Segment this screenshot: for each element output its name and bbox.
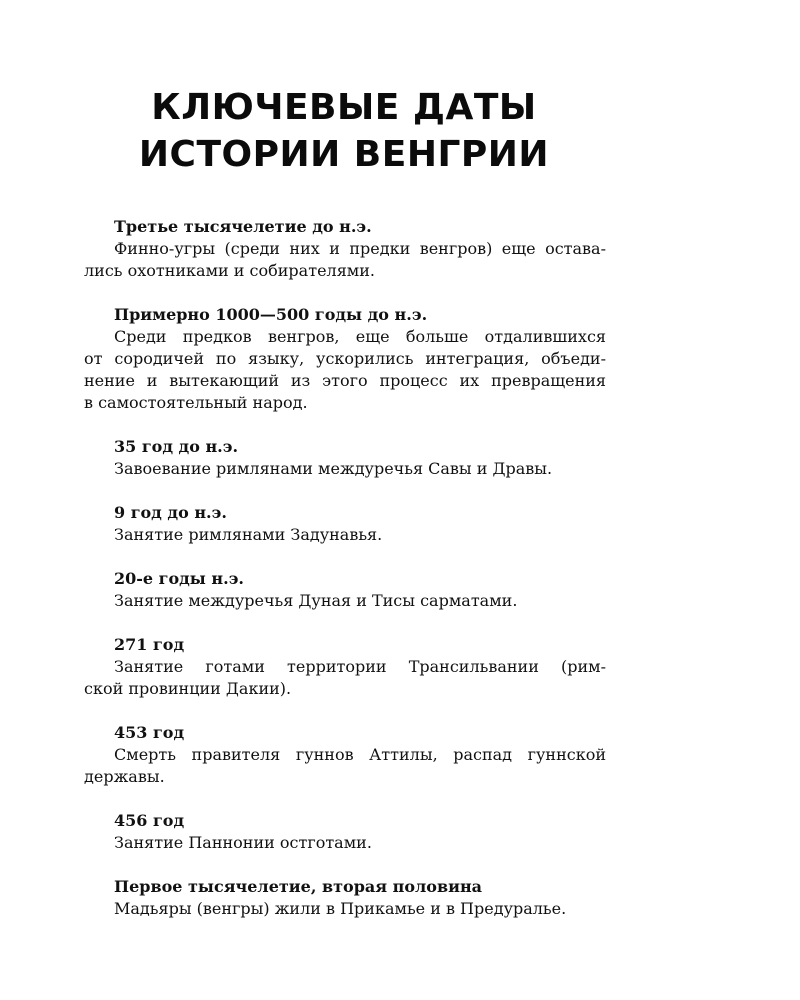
page-title-line-2: ИСТОРИИ ВЕНГРИИ bbox=[138, 134, 550, 175]
chronology-entry bbox=[84, 436, 606, 480]
chronology-entry bbox=[84, 568, 606, 612]
entry-text-line: Среди предков венгров, еще больше отдалившихся bbox=[114, 327, 606, 346]
entry-date: 35 год до н.э. bbox=[114, 437, 239, 456]
entry-date: 20-е годы н.э. bbox=[114, 569, 244, 588]
page-title bbox=[0, 84, 688, 178]
entry-date: Примерно 1000—500 годы до н.э. bbox=[114, 305, 428, 324]
entry-text-line: Финно-угры (среди них и предки венгров) еще остава- bbox=[114, 239, 606, 258]
entry-text-line: Смерть правителя гуннов Аттилы, распад гуннской bbox=[114, 745, 606, 764]
chronology-entry bbox=[84, 634, 606, 700]
entry-text-line: в самостоятельный народ. bbox=[84, 393, 308, 412]
chronology-list bbox=[84, 216, 606, 942]
entry-date: Первое тысячелетие, вторая половина bbox=[114, 877, 483, 896]
entry-text-line: державы. bbox=[84, 767, 165, 786]
entry-text-line: Занятие Паннонии остготами. bbox=[114, 833, 372, 852]
chronology-entry bbox=[84, 722, 606, 788]
chronology-entry bbox=[84, 810, 606, 854]
entry-text-line: Завоевание римлянами междуречья Савы и Дравы. bbox=[114, 459, 553, 478]
entry-date: Третье тысячелетие до н.э. bbox=[114, 217, 372, 236]
entry-text-line: ской провинции Дакии). bbox=[84, 679, 292, 698]
entry-text-line: Мадьяры (венгры) жили в Прикамье и в Предуралье. bbox=[114, 899, 567, 918]
entry-date: 456 год bbox=[114, 811, 185, 830]
entry-text-line: нение и вытекающий из этого процесс их превращения bbox=[84, 371, 606, 390]
chronology-entry bbox=[84, 876, 606, 920]
entry-text-line: лись охотниками и собирателями. bbox=[84, 261, 375, 280]
entry-date: 453 год bbox=[114, 723, 185, 742]
entry-text-line: Занятие римлянами Задунавья. bbox=[114, 525, 383, 544]
entry-text-line: Занятие междуречья Дуная и Тисы сарматами. bbox=[114, 591, 518, 610]
chronology-entry bbox=[84, 304, 606, 414]
entry-date: 271 год bbox=[114, 635, 185, 654]
chronology-entry bbox=[84, 216, 606, 282]
entry-date: 9 год до н.э. bbox=[114, 503, 227, 522]
entry-text-line: от сородичей по языку, ускорились интеграция, объеди- bbox=[84, 349, 606, 368]
page-title-line-1: КЛЮЧЕВЫЕ ДАТЫ bbox=[151, 87, 537, 128]
chronology-entry bbox=[84, 502, 606, 546]
entry-text-line: Занятие готами территории Трансильвании (рим- bbox=[114, 657, 606, 676]
